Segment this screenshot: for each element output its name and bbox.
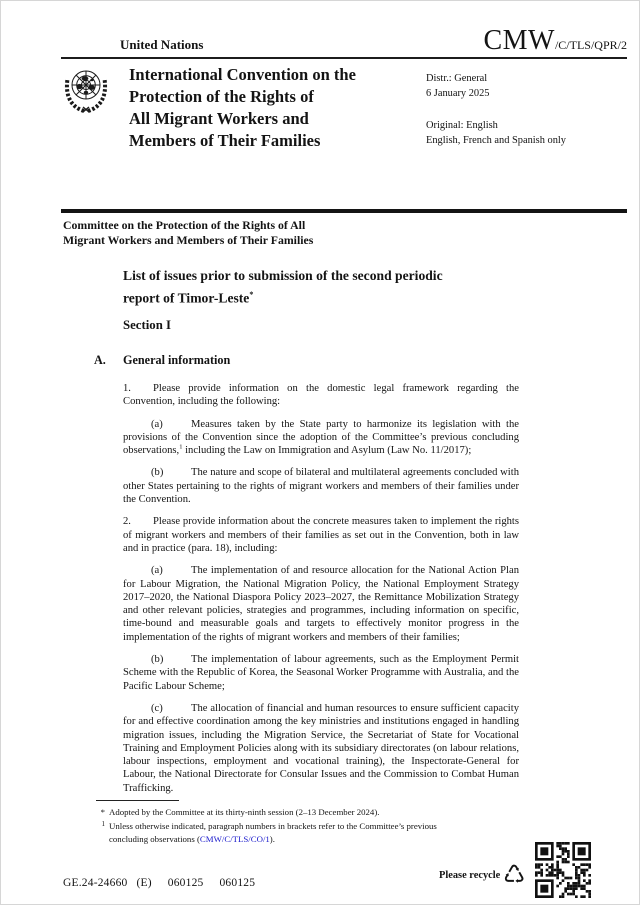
footnotes bbox=[96, 800, 441, 847]
convention-title bbox=[129, 64, 356, 152]
paragraph-letter: (b) bbox=[151, 467, 164, 479]
footnote-1: 1 Unless otherwise indicated, paragraph numbers in brackets refer to the Committee’s previous concluding observations (CMW/C/TLS/CO/1). bbox=[96, 820, 441, 847]
document-title-line: report of Timor-Leste* bbox=[123, 289, 254, 306]
subsection-heading-a bbox=[94, 353, 230, 368]
org-name: United Nations bbox=[120, 37, 204, 52]
document-symbol-main: CMW bbox=[483, 25, 555, 56]
header-rule bbox=[61, 57, 627, 59]
document-title bbox=[123, 267, 443, 308]
languages-line: English, French and Spanish only bbox=[426, 135, 566, 146]
footnote-separator bbox=[96, 800, 179, 801]
ge-number: GE.24-24660 bbox=[63, 877, 128, 889]
committee-name bbox=[63, 218, 313, 247]
document-symbol bbox=[483, 25, 627, 57]
footnote-star: * Adopted by the Committee at its thirty-ninth session (2–13 December 2024). bbox=[96, 806, 441, 820]
distr-line: Distr.: General bbox=[426, 73, 488, 84]
footnote-marker: * bbox=[100, 807, 105, 817]
distribution-meta bbox=[426, 71, 566, 148]
date-line: 6 January 2025 bbox=[426, 88, 490, 99]
paragraph-2: 2. Please provide information about the concrete measures taken to implement the rights of migrant workers and members of their families as set out in the Convention, both in law and in practice (para. 18), including: bbox=[123, 516, 519, 554]
paragraph-letter: (a) bbox=[151, 565, 163, 577]
paragraph-letter: (b) bbox=[151, 654, 164, 666]
subsection-letter: A. bbox=[94, 353, 106, 367]
paragraph-1b: (b) The nature and scope of bilateral and multilateral agreements concluded with other States pertaining to the rights of migrant workers and members of their families under the Convention. bbox=[123, 467, 519, 506]
document-symbol-suffix: /C/TLS/QPR/2 bbox=[554, 38, 627, 52]
convention-title-line: Protection of the Rights of bbox=[129, 87, 314, 106]
convention-title-line: All Migrant Workers and bbox=[129, 109, 309, 128]
section-heading: Section I bbox=[123, 318, 171, 332]
document-title-line: List of issues prior to submission of the second periodic bbox=[123, 268, 443, 283]
un-emblem-icon bbox=[61, 65, 111, 120]
symbol-link[interactable]: CMW/C/TLS/CO/1 bbox=[199, 834, 270, 845]
committee-name-line: Committee on the Protection of the Rights of All bbox=[63, 218, 306, 232]
section-divider-rule bbox=[61, 209, 627, 213]
paragraph-2c: (c) The allocation of financial and human resources to ensure sufficient capacity for and effective coordination among the key ministries and institutions engaged in handling migration issues, including the Migration Service, the Secretariat of State for Vocational Training and Employment Policies along with its subsidiary directorates (on labour relations, labour inspections, employment and vocational training), the Inspectorate-General for Labour, the National Directorate for Consular Issues and the Commission to Combat Human Trafficking. bbox=[123, 702, 519, 794]
please-recycle: Please recycle ♺ bbox=[439, 860, 526, 889]
qr-code bbox=[535, 842, 591, 898]
paragraph-1a: (a) Measures taken by the State party to harmonize its legislation with the provisions of the Convention since the adoption of the Committee’s previous concluding observations,$^1$ including the Law on Immigration and Asylum (Law No. 11/2017); bbox=[123, 418, 519, 457]
subsection-title: General information bbox=[123, 353, 231, 367]
ge-date-2: 060125 bbox=[219, 877, 256, 889]
footnote-marker: 1 bbox=[101, 819, 105, 828]
paragraph-2a: (a) The implementation of and resource allocation for the National Action Plan for Labour Migration, the National Migration Policy, the National Employment Strategy 2017–2020, the National Diaspora Policy 2023–2027, the Remittance Mobilization Strategy and other relevant policies, strategies and programmes, including information on specific, time-bound and measurable goals and targets to effectively monitor progress in the implementation of the rights of migrant workers and members of their families; bbox=[123, 565, 519, 643]
recycle-icon: ♺ bbox=[503, 860, 526, 889]
footnote-ref-1: 1 bbox=[179, 443, 183, 451]
paragraph-number: 2. bbox=[123, 516, 131, 528]
convention-title-line: International Convention on the bbox=[129, 65, 356, 84]
title-footnote-marker: * bbox=[249, 289, 254, 299]
paragraph-letter: (c) bbox=[151, 702, 163, 714]
committee-name-line: Migrant Workers and Members of Their Families bbox=[63, 232, 314, 247]
ge-language-code: (E) bbox=[136, 877, 152, 889]
ge-number-line bbox=[63, 877, 255, 889]
paragraph-1: 1. Please provide information on the domestic legal framework regarding the Convention, including the following: bbox=[123, 383, 519, 408]
convention-title-line: Members of Their Families bbox=[129, 131, 321, 150]
paragraph-2b: (b) The implementation of labour agreements, such as the Employment Permit Scheme with the Republic of Korea, the Seasonal Worker Programme with Australia, and the Pacific Labour Scheme; bbox=[123, 654, 519, 692]
body-text bbox=[123, 382, 519, 804]
paragraph-number: 1. bbox=[123, 383, 131, 394]
paragraph-letter: (a) bbox=[151, 418, 163, 430]
original-language-line: Original: English bbox=[426, 120, 498, 131]
ge-date-1: 060125 bbox=[167, 877, 204, 889]
